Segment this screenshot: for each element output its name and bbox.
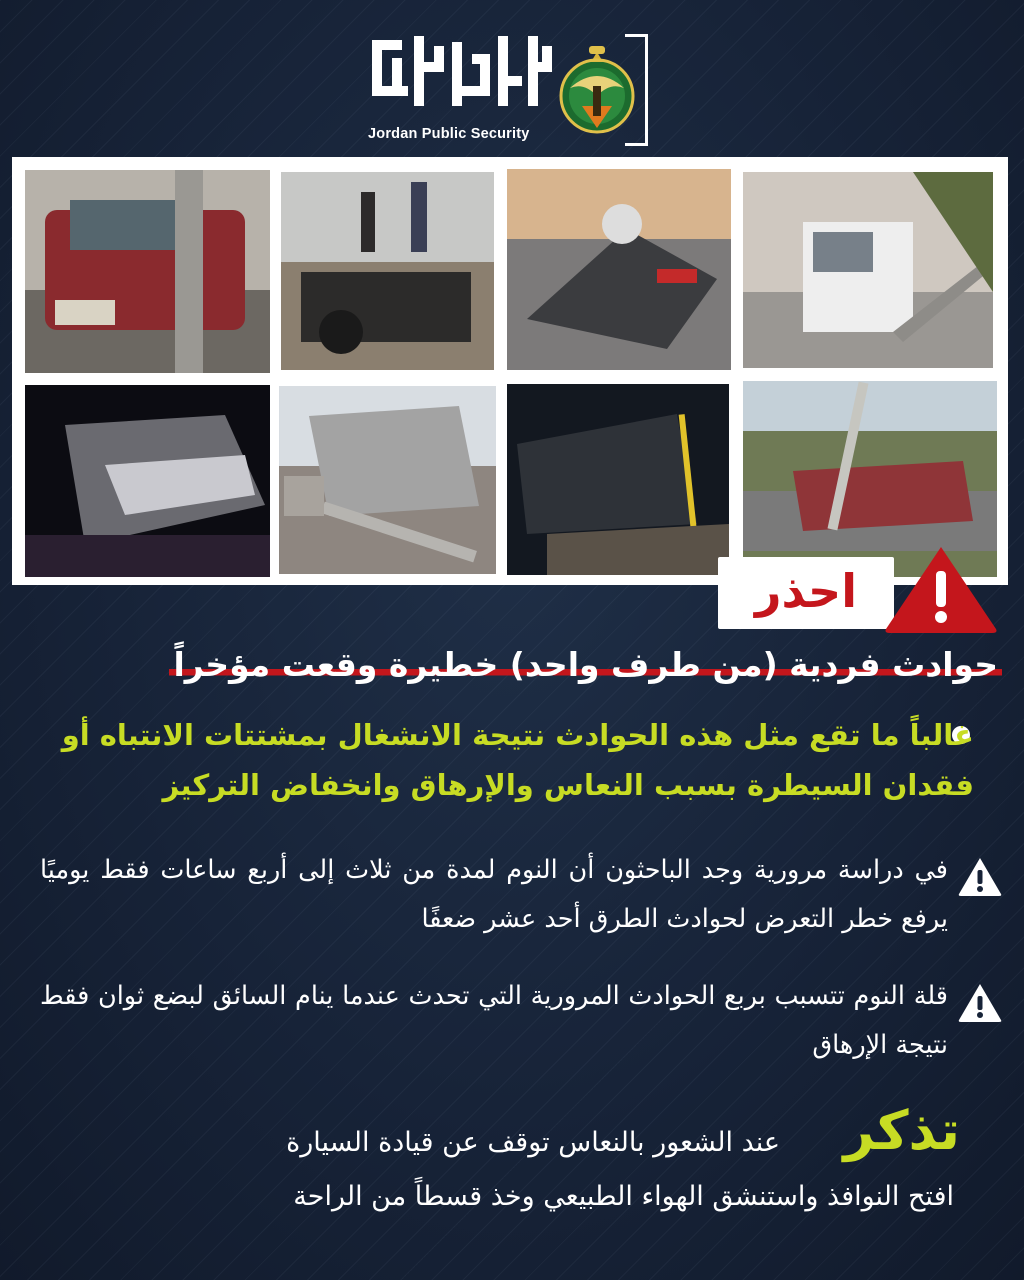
warning-title: احذر [755, 564, 857, 618]
warning-small-icon [957, 856, 1003, 898]
logo-frame-bracket [625, 34, 648, 146]
logo-arabic-wordmark [368, 32, 558, 118]
headline-text: حوادث فردية (من طرف واحد) خطيرة وقعت مؤخراً [169, 645, 1002, 684]
accident-photo-2 [281, 172, 494, 370]
accident-headline [20, 642, 1002, 688]
reminder-line-2: افتح النوافذ واستنشق الهواء الطبيعي وخذ قسطاً من الراحة [293, 1181, 954, 1212]
warning-triangle-icon [882, 543, 1000, 635]
main-point-text: غالباً ما تقع مثل هذه الحوادث نتيجة الانشغال بمشتتات الانتباه أو فقدان السيطرة بسبب النعاس والإرهاق وانخفاض التركيز [61, 718, 974, 802]
fact-item-1: في دراسة مرورية وجد الباحثون أن النوم لمدة من ثلاث إلى أربع ساعات فقط يوميًا يرفع خطر التعرض لحوادث الطرق أحد عشر ضعفًا [40, 855, 948, 934]
warning-banner [718, 557, 894, 629]
accident-photo-7 [507, 384, 729, 575]
accident-photo-grid [12, 157, 1008, 585]
accident-photo-6 [279, 386, 496, 574]
accident-photo-5 [25, 385, 270, 577]
logo-english-text: Jordan Public Security [368, 126, 530, 142]
fact-item-2: قلة النوم تتسبب بربع الحوادث المرورية التي تحدث عندما ينام السائق لبضع ثوان فقط نتيجة الإرهاق [40, 981, 948, 1060]
reminder-title: تذكر [843, 1099, 960, 1162]
accident-photo-3 [507, 169, 731, 370]
accident-photo-1 [25, 170, 270, 373]
accident-photo-4 [743, 172, 993, 368]
reminder-line-1: عند الشعور بالنعاس توقف عن قيادة السيارة [286, 1127, 780, 1158]
public-security-logo [362, 30, 648, 148]
warning-small-icon [957, 982, 1003, 1024]
